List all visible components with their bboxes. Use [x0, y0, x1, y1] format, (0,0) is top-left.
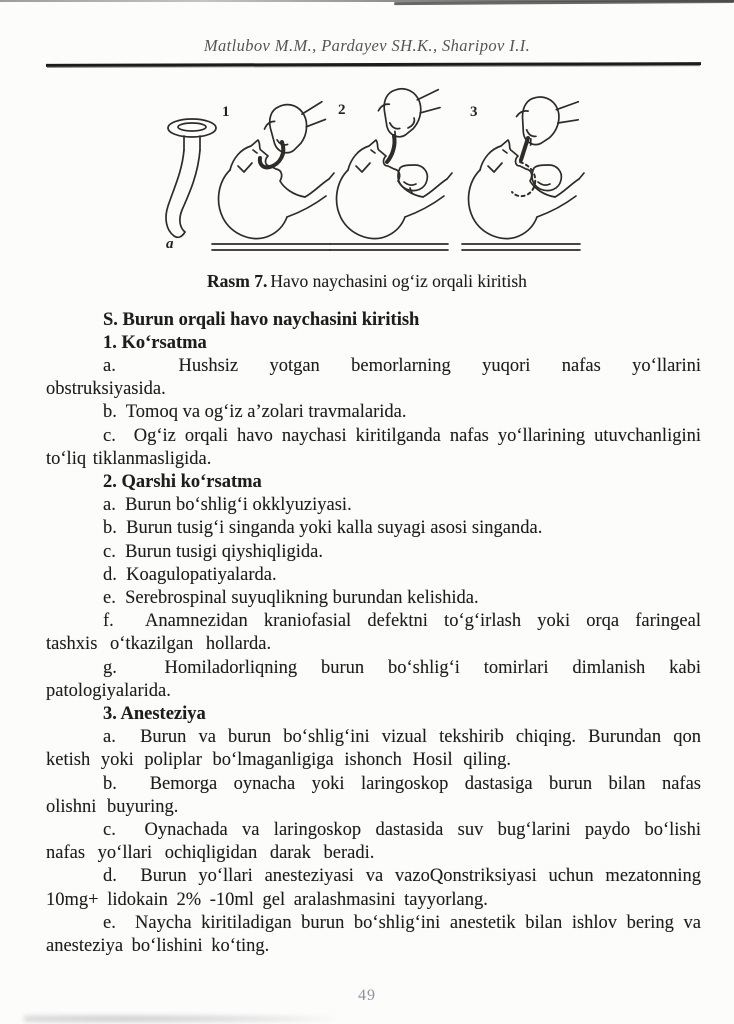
- list-item-paragraph: f. Anamnezidan kraniofasial defektni to‘g‘irlash yoki orqa faringeal tashxis o‘tkazilgan hollarda.: [46, 611, 701, 655]
- hand-drawing: [509, 84, 584, 157]
- section-heading: 3. Anesteziya: [103, 703, 206, 724]
- figure-block: [0, 84, 734, 262]
- list-item-paragraph: a. Burun bo‘shlig‘i okklyuziyasi.: [103, 495, 352, 516]
- list-item-paragraph: b. Bemorga oynacha yoki laringoskop dastasiga burun bilan nafas olishni buyuring.: [46, 773, 701, 817]
- header-rule: [46, 62, 701, 66]
- list-item-paragraph: a. Burun va burun bo‘shlig‘ini vizual tekshirib chiqing. Burundan qon ketish yoki poliplar bo‘lmaganligiga ishonch Hosil qiling.: [46, 727, 701, 771]
- patient-head-drawing: [212, 140, 334, 250]
- list-item-paragraph: g. Homiladorliqning burun bo‘shlig‘i tomirlari dimlanish kabi patologiyalarida.: [46, 657, 701, 701]
- scan-smudge-bottom-left: [24, 1014, 334, 1023]
- list-item-paragraph: c. Og‘iz orqali havo naychasi kiritilganda nafas yo‘llarining utuvchanligini to‘liq tiklanmasligida.: [46, 425, 701, 469]
- figure-caption-number: Rasm 7.: [207, 270, 268, 291]
- panel-number: 3: [470, 103, 478, 120]
- airway-tube-drawing: [166, 119, 216, 237]
- hand-drawing: [373, 84, 444, 146]
- list-item-paragraph: b. Burun tusig‘i singanda yoki kalla suyagi asosi singanda.: [103, 518, 543, 539]
- list-item-paragraph: c. Burun tusigi qiyshiqligida.: [103, 541, 323, 562]
- figure-panel-2: [330, 84, 452, 250]
- list-item-paragraph: d. Koagulopatiyalarda.: [103, 564, 277, 585]
- list-item-paragraph: c. Oynachada va laringoskop dastasida suv bug‘larini paydo bo‘lishi nafas yo‘llari ochiqligidan darak beradi.: [46, 819, 701, 864]
- figure-caption: [0, 271, 734, 292]
- hand-drawing: [261, 94, 327, 159]
- section-heading: S. Burun orqali havo naychasini kiritish: [103, 309, 420, 330]
- list-item-paragraph: a. Hushsiz yotgan bemorlarning yuqori nafas yo‘llarini obstruksiyasida.: [46, 355, 701, 400]
- list-item-paragraph: e. Naycha kiritiladigan burun bo‘shlig‘ini anestetik bilan ishlov bering va anesteziya bo‘lishini ko‘ting.: [46, 912, 701, 956]
- panel-number: 2: [338, 101, 346, 118]
- list-item-paragraph: b. Tomoq va og‘iz a’zolari travmalarida.: [103, 402, 407, 423]
- figure-panel-3: [462, 84, 584, 250]
- body-text: [0, 309, 734, 959]
- figure-device-label: a: [166, 235, 174, 252]
- section-heading: 2. Qarshi ko‘rsatma: [103, 471, 262, 492]
- page-number: 49: [358, 987, 376, 1005]
- figure-airway-insertion: [158, 84, 603, 262]
- header-authors: Matlubov M.M., Pardayev SH.K., Sharipov I.I.: [203, 36, 531, 55]
- figure-panel-1: [212, 94, 334, 250]
- list-item-paragraph: e. Serebrospinal suyuqlikning burundan kelishida.: [103, 587, 479, 608]
- section-heading: 1. Ko‘rsatma: [103, 332, 207, 353]
- list-item-paragraph: d. Burun yo‘llari anesteziyasi va vazoQonstriksiyasi uchun mezatonning 10mg+ lidokain 2% -10ml gel aralashmasini tayyorlang.: [46, 866, 701, 910]
- figure-caption-text: Havo naychasini og‘iz orqali kiritish: [270, 270, 527, 291]
- panel-number: 1: [222, 103, 230, 120]
